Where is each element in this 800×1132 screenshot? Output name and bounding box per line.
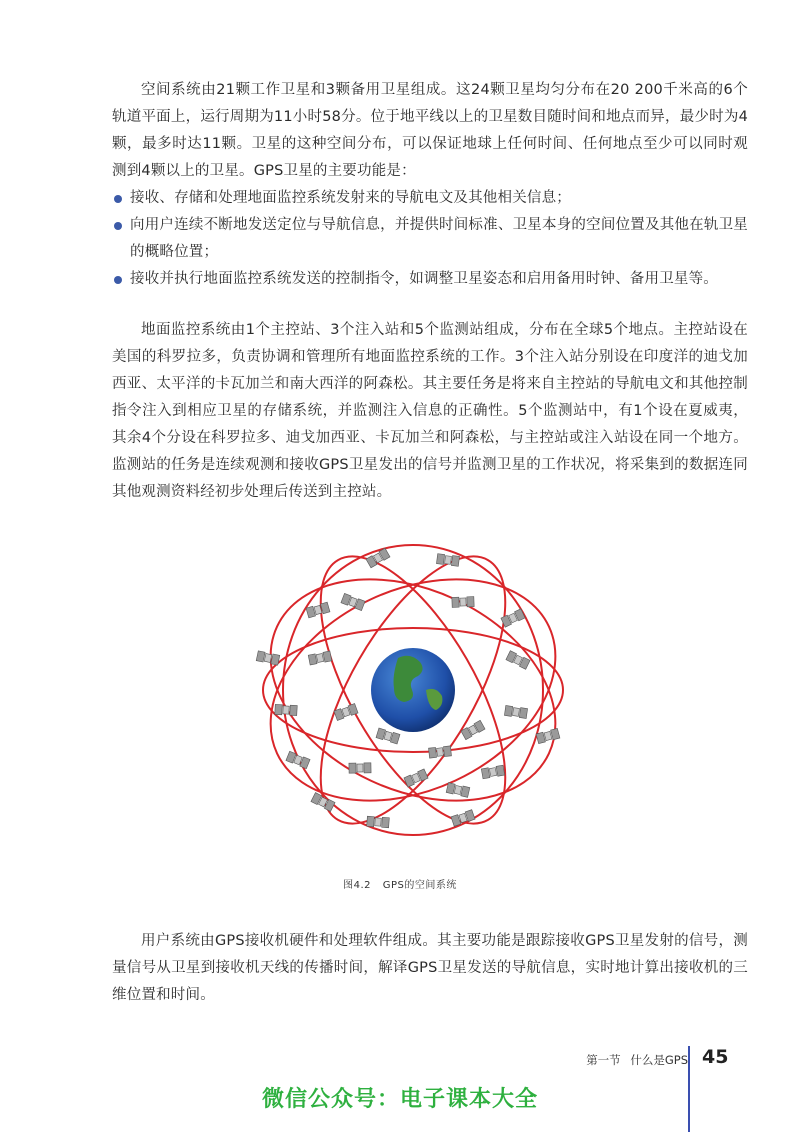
satellite-icon	[367, 816, 390, 828]
caption-number: 图4.2	[343, 880, 372, 891]
satellite-icon	[286, 751, 310, 769]
satellite-icon	[334, 704, 358, 721]
gps-constellation-figure	[248, 540, 578, 840]
satellite-icon	[481, 765, 504, 779]
paragraph-space-system: 空间系统由21颗工作卫星和3颗备用卫星组成。这24颗卫星均匀分布在20 200千米高的6个轨道平面上，运行周期为11小时58分。位于地平线以上的卫星数目随时间和地点而异，最少时为4颗，最多时达11颗。卫星的这种空间分布，可以保证地球上任何时间、任何地点至少可以同时观测到4颗以上的卫星。GPS卫星的主要功能是：	[112, 82, 748, 179]
satellite-icon	[376, 728, 400, 744]
satellite-icon	[308, 651, 332, 665]
page-number: 45	[702, 1046, 729, 1068]
satellite-icon	[349, 763, 371, 773]
satellite-icon	[536, 728, 560, 743]
footer-section-label: 第一节	[586, 1053, 621, 1067]
satellite-icon	[446, 783, 470, 798]
satellite-icon	[306, 602, 330, 618]
watermark-text: 微信公众号：电子课本大全	[261, 1087, 538, 1112]
running-footer	[580, 1052, 688, 1068]
bullet-item: 接收、存储和处理地面监控系统发射来的导航电文及其他相关信息；	[112, 185, 748, 212]
text-block-ground-control	[112, 317, 748, 506]
satellite-icon	[256, 651, 280, 665]
satellite-icon	[452, 597, 474, 608]
bullet-item: 向用户连续不断地发送定位与导航信息，并提供时间标准、卫星本身的空间位置及其他在轨卫星的概略位置；	[112, 212, 748, 266]
paragraph-ground-control: 地面监控系统由1个主控站、3个注入站和5个监测站组成，分布在全球5个地点。主控站设在美国的科罗拉多，负责协调和管理所有地面监控系统的工作。3个注入站分别设在印度洋的迪戈加西亚、太平洋的卡瓦加兰和南大西洋的阿森松。其主要任务是将来自主控站的导航电文和其他控制指令注入到相应卫星的存储系统，并监测注入信息的正确性。5个监测站中，有1个设在夏威夷，其余4个分设在科罗拉多、迪戈加西亚、卡瓦加兰和阿森松，与主控站或注入站设在同一个地方。监测站的任务是连续观测和接收GPS卫星发出的信号并监测卫星的工作状况，将采集到的数据连同其他观测资料经初步处理后传送到主控站。	[112, 322, 748, 500]
caption-text: GPS的空间系统	[382, 880, 457, 891]
footer-section-title: 什么是GPS	[630, 1053, 688, 1067]
figure-caption	[0, 876, 800, 891]
paragraph-user-system: 用户系统由GPS接收机硬件和处理软件组成。其主要功能是跟踪接收GPS卫星发射的信号，测量信号从卫星到接收机天线的传播时间，解译GPS卫星发送的导航信息，实时地计算出接收机的三维位置和时间。	[112, 933, 748, 1003]
bullet-item: 接收并执行地面监控系统发送的控制指令，如调整卫星姿态和启用备用时钟、备用卫星等。	[112, 266, 748, 293]
globe	[371, 648, 455, 732]
text-block-user-system	[112, 928, 748, 1009]
satellite-icon	[504, 706, 527, 719]
satellite-icon	[275, 704, 297, 715]
satellite-icon	[404, 769, 428, 787]
text-block-space-system	[112, 77, 748, 293]
satellite-icon	[429, 746, 452, 758]
